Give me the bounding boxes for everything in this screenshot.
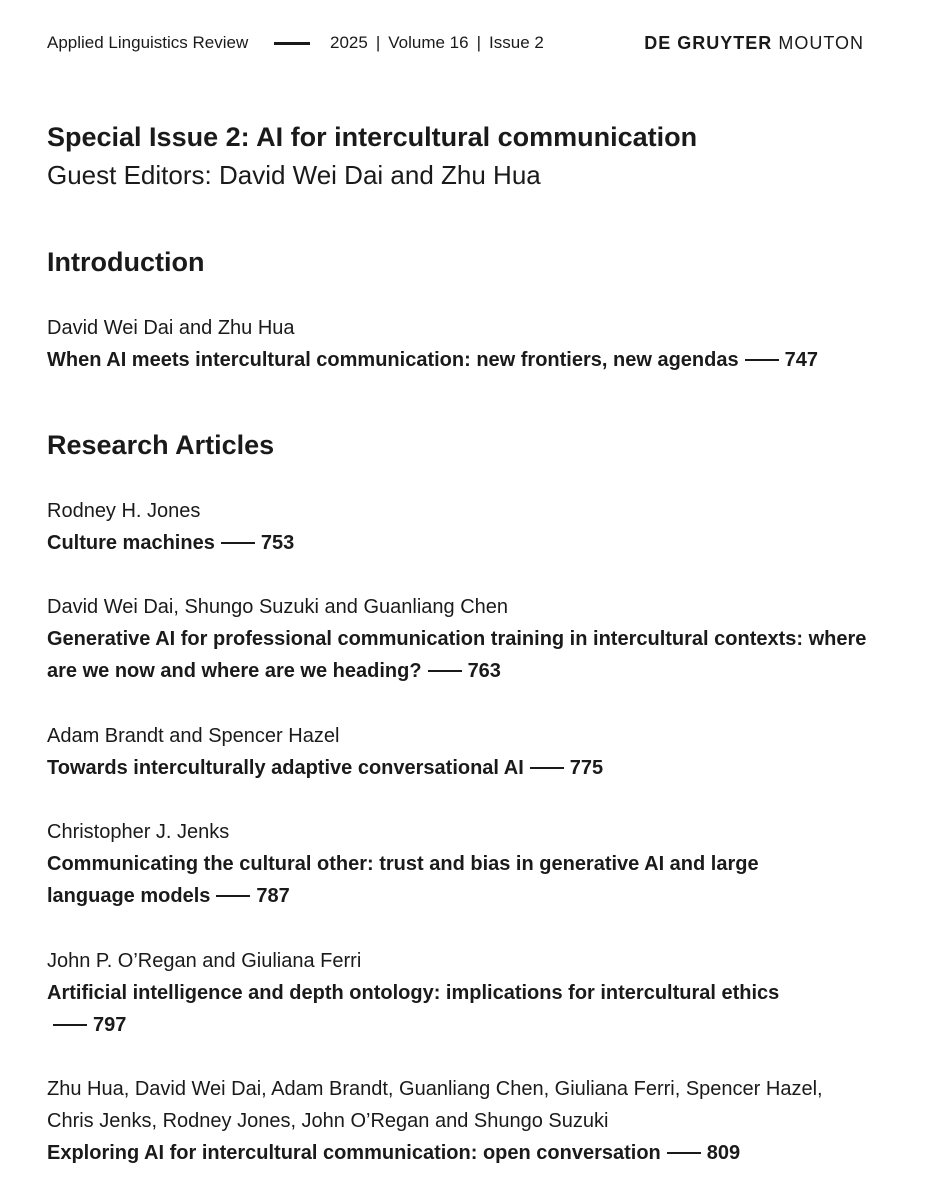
header-rule — [274, 42, 310, 45]
entry-authors: David Wei Dai, Shungo Suzuki and Guanliang Chen — [47, 596, 509, 618]
publisher-logo — [644, 31, 864, 55]
publisher-name: DE GRUYTER — [644, 33, 773, 53]
entry-title-line[interactable] — [47, 344, 877, 376]
entry-authors: Christopher J. Jenks — [47, 821, 230, 843]
entry-page: 747 — [784, 349, 818, 371]
entry-authors: Chris Jenks, Rodney Jones, John O’Regan and Shungo Suzuki — [47, 1110, 609, 1132]
running-header — [47, 31, 877, 55]
entry-title-line[interactable] — [47, 848, 837, 912]
entry-page: 763 — [467, 660, 501, 682]
leader-dash — [428, 670, 462, 672]
entry-title-line[interactable] — [47, 623, 877, 687]
toc-entry[interactable] — [47, 1073, 877, 1169]
separator: | — [375, 33, 381, 52]
toc-entry[interactable] — [47, 591, 877, 687]
separator: | — [476, 33, 482, 52]
issue-info — [330, 31, 544, 55]
entry-page: 787 — [256, 885, 290, 907]
entry-title: When AI meets intercultural communication: new frontiers, new agendas — [47, 349, 739, 371]
toc-entry[interactable] — [47, 720, 877, 784]
leader-dash — [216, 895, 250, 897]
journal-name: Applied Linguistics Review — [47, 33, 249, 52]
publisher-imprint: MOUTON — [778, 33, 864, 53]
entry-title: Artificial intelligence and depth ontology: implications for intercultural ethics — [47, 982, 780, 1004]
entry-authors: David Wei Dai and Zhu Hua — [47, 317, 295, 339]
special-issue-title: Special Issue 2: AI for intercultural communication — [47, 122, 698, 152]
leader-dash — [53, 1024, 87, 1026]
entry-page: 797 — [93, 1014, 127, 1036]
entry-authors: Zhu Hua, David Wei Dai, Adam Brandt, Guanliang Chen, Giuliana Ferri, Spencer Hazel, — [47, 1078, 823, 1100]
entry-page: 809 — [706, 1142, 741, 1164]
issue: Issue 2 — [489, 33, 544, 52]
entry-title-line[interactable] — [47, 1137, 877, 1169]
entry-authors: Rodney H. Jones — [47, 500, 201, 522]
entry-title: Towards interculturally adaptive conversational AI — [47, 757, 524, 779]
toc-entry[interactable] — [47, 495, 877, 559]
entry-title: Generative AI for professional communication training in intercultural contexts: where are we now and where are we heading? — [47, 628, 867, 682]
entry-title: Culture machines — [47, 532, 215, 554]
section-heading-research-articles: Research Articles — [47, 430, 275, 460]
leader-dash — [745, 359, 779, 361]
entry-authors: John P. O’Regan and Giuliana Ferri — [47, 950, 362, 972]
entry-title-line[interactable] — [47, 527, 877, 559]
toc-entry[interactable] — [47, 816, 877, 912]
leader-dash — [667, 1152, 701, 1154]
toc-entry[interactable] — [47, 945, 877, 1041]
entry-page: 753 — [260, 532, 295, 554]
entry-authors: Adam Brandt and Spencer Hazel — [47, 725, 340, 747]
volume: Volume 16 — [388, 33, 469, 52]
section-heading-introduction: Introduction — [47, 247, 205, 277]
leader-dash — [221, 542, 255, 544]
entry-title: Exploring AI for intercultural communication: open conversation — [47, 1142, 661, 1164]
year: 2025 — [330, 33, 368, 52]
entry-title: Communicating the cultural other: trust and bias in generative AI and large language models — [47, 853, 759, 907]
entry-title-line[interactable] — [47, 977, 807, 1041]
toc-entry[interactable] — [47, 312, 877, 376]
entry-page: 775 — [569, 757, 604, 779]
entry-title-line[interactable] — [47, 752, 877, 784]
leader-dash — [530, 767, 564, 769]
guest-editors: Guest Editors: David Wei Dai and Zhu Hua — [47, 160, 541, 190]
